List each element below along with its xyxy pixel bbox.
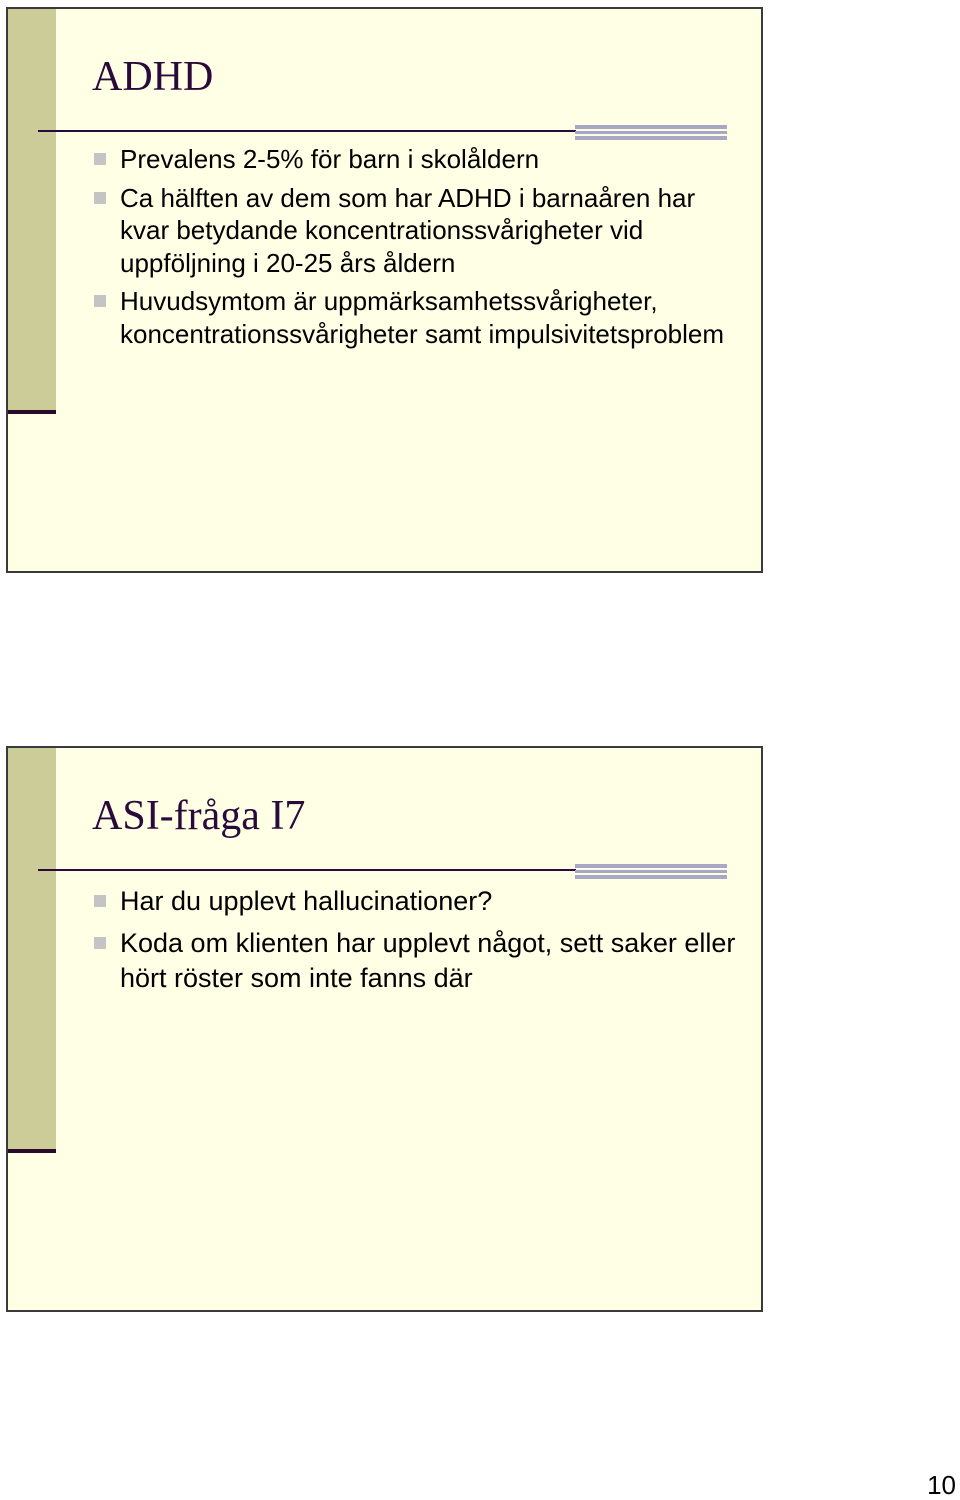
square-bullet-icon	[94, 895, 106, 907]
slide-title: ADHD	[92, 54, 214, 100]
bullet-item	[92, 926, 741, 996]
slide-adhd	[6, 7, 763, 573]
bullet-text: Prevalens 2-5% för barn i skolåldern	[120, 144, 540, 174]
side-bar-underline	[8, 410, 56, 414]
title-divider-accent	[575, 125, 727, 140]
title-divider	[38, 869, 576, 871]
square-bullet-icon	[94, 192, 106, 204]
bullet-list	[92, 143, 741, 356]
slide-title: ASI-fråga I7	[92, 793, 306, 839]
bullet-text: Ca hälften av dem som har ADHD i barnaåren har kvar betydande koncentrationssvårigheter vid uppföljning i 20-25 års åldern	[120, 182, 696, 278]
bullet-item	[92, 143, 741, 176]
slide-asi-question	[6, 746, 763, 1312]
slide-side-bar	[8, 748, 56, 1150]
square-bullet-icon	[94, 153, 106, 165]
page-number: 10	[927, 1470, 956, 1500]
square-bullet-icon	[94, 295, 106, 307]
square-bullet-icon	[94, 937, 106, 949]
bullet-text: Har du upplevt hallucinationer?	[120, 886, 493, 916]
bullet-list	[92, 884, 741, 1003]
title-divider	[38, 130, 576, 132]
bullet-item	[92, 285, 741, 350]
slide-side-bar	[8, 9, 56, 411]
side-bar-underline	[8, 1149, 56, 1153]
bullet-item	[92, 182, 741, 280]
bullet-item	[92, 884, 741, 919]
bullet-text: Huvudsymtom är uppmärksamhetssvårigheter, koncentrationssvårigheter samt impulsivitetsproblem	[120, 286, 725, 349]
bullet-text: Koda om klienten har upplevt något, sett saker eller hört röster som inte fanns där	[120, 928, 736, 993]
title-divider-accent	[575, 864, 727, 879]
